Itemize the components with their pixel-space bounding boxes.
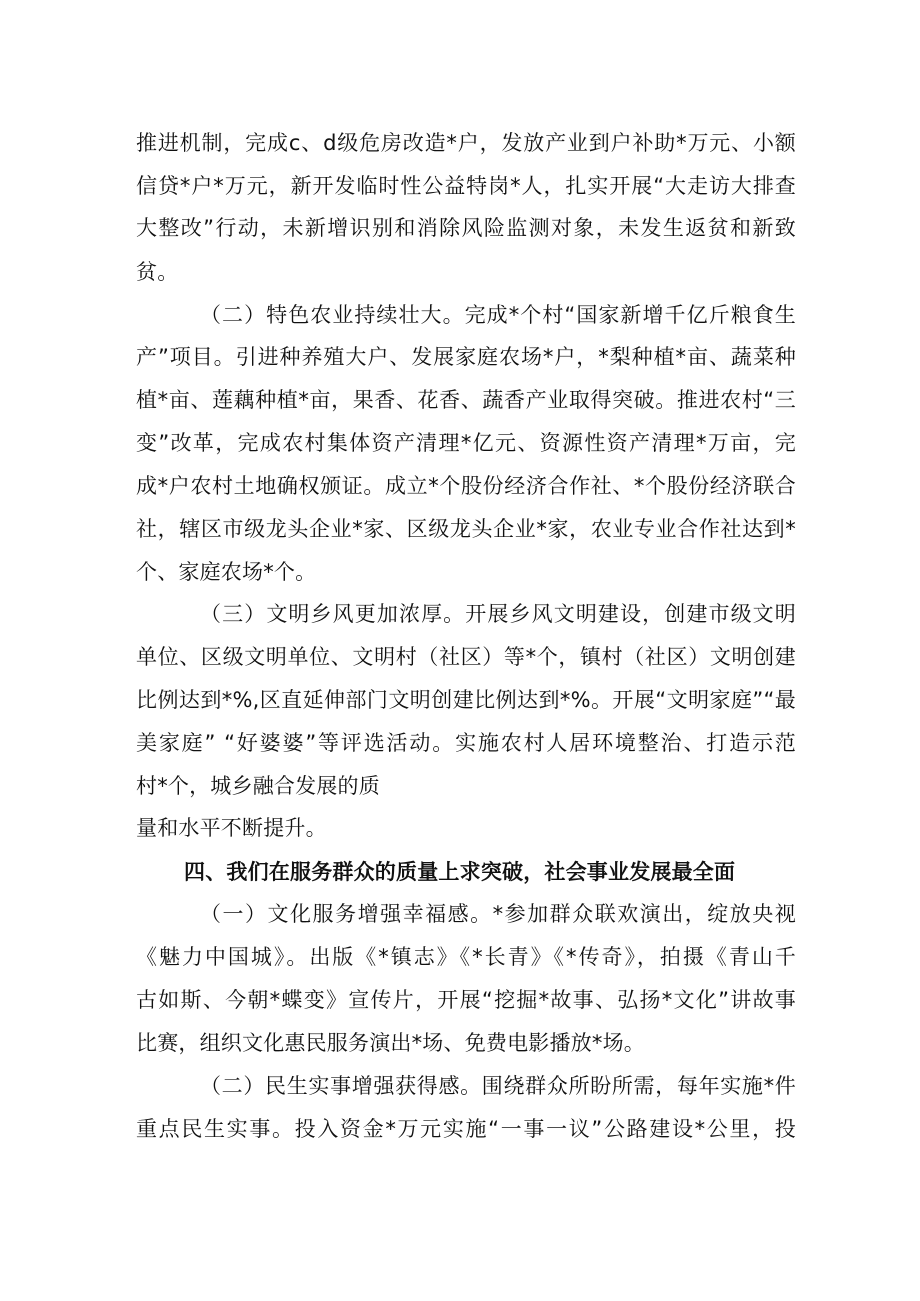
body-line: 村*个，城乡融合发展的质 xyxy=(136,774,380,798)
body-line: 单位、区级文明单位、文明村（社区）等*个，镇村（社区）文明创建 xyxy=(136,645,796,669)
body-line: 信贷*户*万元，新开发临时性公益特岗*人，扎实开展“大走访大排查 xyxy=(136,174,796,198)
body-line: 比赛，组织文化惠民服务演出*场、免费电影播放*场。 xyxy=(136,1031,645,1055)
body-line: 美家庭” “好婆婆”等评选活动。实施农村人居环境整治、打造示范 xyxy=(136,731,796,755)
body-line: 量和水平不断提升。 xyxy=(136,816,327,840)
body-line: 比例达到*%,区直延伸部门文明创建比例达到*%。开展“文明家庭”“最 xyxy=(136,688,796,712)
body-line: 推进机制，完成c、d级危房改造*户，发放产业到户补助*万元、小额 xyxy=(136,131,796,155)
body-line: 古如斯、今朝*蝶变》宣传片，开展“挖掘*故事、弘扬*文化”讲故事 xyxy=(136,988,796,1012)
body-line: 《魅力中国城》。出版《*镇志》《*长青》《*传奇》，拍摄《青山千 xyxy=(136,945,796,969)
body-line: 社，辖区市级龙头企业*家、区级龙头企业*家，农业专业合作社达到* xyxy=(136,517,796,541)
body-line: 成*户农村土地确权颁证。成立*个股份经济合作社、*个股份经济联合 xyxy=(136,474,796,498)
section-start-line: （二）特色农业持续壮大。完成*个村“国家新增千亿斤粮食生 xyxy=(200,303,796,327)
body-line: 个、家庭农场*个。 xyxy=(136,560,317,584)
body-line: 产”项目。引进种养殖大户、发展家庭农场*户，*梨种植*亩、蔬菜种 xyxy=(136,345,796,369)
body-line: 变”改革，完成农村集体资产清理*亿元、资源性资产清理*万亩，完 xyxy=(136,431,796,455)
body-line: 贫。 xyxy=(136,260,179,284)
section-heading: 四、我们在服务群众的质量上求突破，社会事业发展最全面 xyxy=(184,860,736,884)
section-start-line: （二）民生实事增强获得感。围绕群众所盼所需，每年实施*件 xyxy=(200,1074,796,1098)
body-line: 重点民生实事。投入资金*万元实施“一事一议”公路建设*公里，投 xyxy=(136,1117,796,1141)
body-line: 大整改”行动，未新增识别和消除风险监测对象，未发生返贫和新致 xyxy=(136,216,796,240)
section-start-line: （一）文化服务增强幸福感。*参加群众联欢演出，绽放央视 xyxy=(200,902,796,926)
section-start-line: （三）文明乡风更加浓厚。开展乡风文明建设，创建市级文明 xyxy=(200,602,796,626)
body-line: 植*亩、莲藕种植*亩，果香、花香、蔬香产业取得突破。推进农村“三 xyxy=(136,388,796,412)
